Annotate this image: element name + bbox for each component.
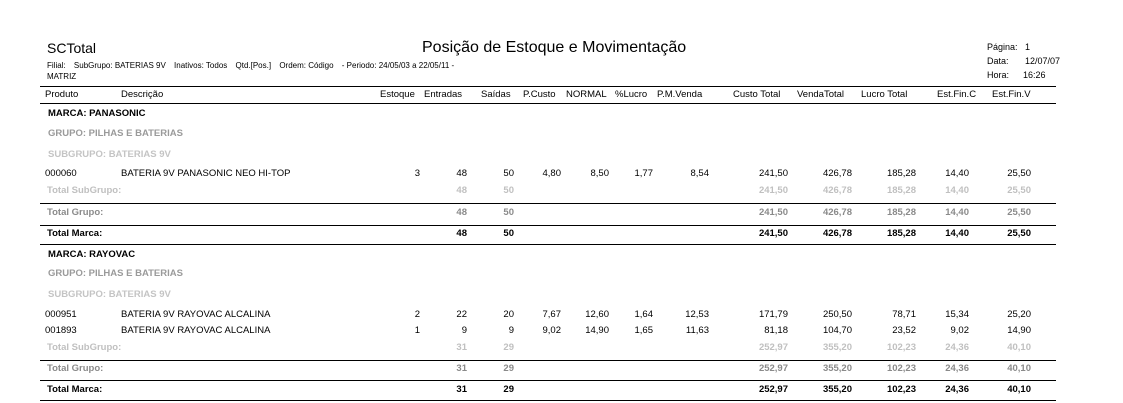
cell-lucro-total: 185,28 xyxy=(886,185,916,196)
total-grupo-row xyxy=(0,363,1123,379)
cell-venda-total: 426,78 xyxy=(822,228,852,239)
section-rule xyxy=(40,244,1056,245)
section-rule xyxy=(40,400,1056,401)
total-marca-label: Total Marca: xyxy=(47,228,103,239)
col-lucro-total: Lucro Total xyxy=(861,89,908,100)
cell-venda-total: 426,78 xyxy=(822,207,852,218)
cell-fin-v: 25,50 xyxy=(1007,228,1031,239)
header-bottom-rule xyxy=(40,103,1056,104)
total-marca-row xyxy=(0,384,1123,400)
cell-lucro-total: 185,28 xyxy=(886,168,916,179)
time-label: Hora: xyxy=(987,70,1010,80)
total-marca-row xyxy=(0,228,1123,244)
cell-fin-c: 24,36 xyxy=(945,363,969,374)
cell-fin-c: 14,40 xyxy=(945,207,969,218)
cell-normal: 14,90 xyxy=(585,325,609,336)
cell-pmvenda: 12,53 xyxy=(685,309,709,320)
col-pcusto: P.Custo xyxy=(523,89,556,100)
total-subgrupo-row xyxy=(0,342,1123,358)
col-pmvenda: P.M.Venda xyxy=(657,89,703,100)
cell-custo-total: 252,97 xyxy=(758,363,788,374)
table-row xyxy=(0,309,1123,325)
section-rule xyxy=(40,360,1056,361)
header-top-rule xyxy=(40,86,1056,87)
cell-saidas: 50 xyxy=(503,228,514,239)
cell-fin-c: 24,36 xyxy=(945,384,969,395)
cell-custo-total: 241,50 xyxy=(758,168,788,179)
filter-inactive: Inativos: Todos xyxy=(174,61,228,70)
cell-lucro-total: 102,23 xyxy=(886,342,916,353)
cell-custo-total: 252,97 xyxy=(758,384,788,395)
app-name: SCTotal xyxy=(47,40,97,56)
total-grupo-label: Total Grupo: xyxy=(47,363,104,374)
cell-normal: 8,50 xyxy=(590,168,609,179)
page-number: 1 xyxy=(1025,42,1031,52)
cell-lucro-total: 185,28 xyxy=(886,207,916,218)
filter-order: Ordem: Código xyxy=(279,61,334,70)
cell-pmvenda: 11,63 xyxy=(685,325,709,336)
cell-pcusto: 7,67 xyxy=(542,309,561,320)
cell-lucro-pct: 1,64 xyxy=(634,309,653,320)
cell-entradas: 48 xyxy=(456,185,467,196)
col-normal: NORMAL xyxy=(566,89,607,100)
table-row xyxy=(0,168,1123,184)
cell-fin-v: 25,50 xyxy=(1007,185,1031,196)
product-description: BATERIA 9V RAYOVAC ALCALINA xyxy=(121,325,271,336)
report-title: Posição de Estoque e Movimentação xyxy=(422,39,687,56)
cell-entradas: 48 xyxy=(456,207,467,218)
col-entradas: Entradas xyxy=(424,89,463,100)
total-grupo-row xyxy=(0,207,1123,223)
col-fin-v: Est.Fin.V xyxy=(992,89,1031,100)
cell-fin-c: 14,40 xyxy=(945,168,969,179)
filter-subgroup: SubGrupo: BATERIAS 9V xyxy=(73,61,166,70)
cell-entradas: 9 xyxy=(461,325,467,336)
grupo-header: GRUPO: PILHAS E BATERIAS xyxy=(48,128,183,139)
cell-saidas: 29 xyxy=(503,363,514,374)
cell-fin-v: 25,20 xyxy=(1007,309,1031,320)
total-grupo-label: Total Grupo: xyxy=(47,207,104,218)
cell-fin-c: 15,34 xyxy=(945,309,969,320)
cell-pmvenda: 8,54 xyxy=(690,168,709,179)
section-rule xyxy=(40,203,1056,204)
cell-saidas: 20 xyxy=(503,309,514,320)
cell-fin-v: 25,50 xyxy=(1007,207,1031,218)
cell-lucro-total: 23,52 xyxy=(892,325,916,336)
cell-lucro-total: 78,71 xyxy=(892,309,916,320)
total-subgrupo-row xyxy=(0,185,1123,201)
cell-venda-total: 355,20 xyxy=(822,384,852,395)
cell-fin-v: 40,10 xyxy=(1007,342,1031,353)
col-saidas: Saídas xyxy=(481,89,511,100)
cell-fin-c: 24,36 xyxy=(945,342,969,353)
subgrupo-header: SUBGRUPO: BATERIAS 9V xyxy=(48,149,171,160)
filter-qty: Qtd.[Pos.] xyxy=(235,61,272,70)
page-label: Página: xyxy=(987,42,1018,52)
col-custo-total: Custo Total xyxy=(733,89,781,100)
cell-saidas: 50 xyxy=(503,207,514,218)
cell-custo-total: 241,50 xyxy=(758,228,788,239)
cell-saidas: 50 xyxy=(503,185,514,196)
col-venda-total: VendaTotal xyxy=(797,89,845,100)
filter-branch: Filial: xyxy=(47,61,66,70)
cell-fin-c: 14,40 xyxy=(945,228,969,239)
cell-fin-c: 9,02 xyxy=(950,325,969,336)
cell-lucro-total: 185,28 xyxy=(886,228,916,239)
cell-estoque: 2 xyxy=(414,309,420,320)
cell-lucro-pct: 1,65 xyxy=(634,325,653,336)
cell-entradas: 31 xyxy=(456,342,467,353)
cell-custo-total: 252,97 xyxy=(758,342,788,353)
cell-fin-v: 40,10 xyxy=(1007,363,1031,374)
cell-entradas: 31 xyxy=(456,384,467,395)
cell-lucro-total: 102,23 xyxy=(886,384,916,395)
subgrupo-header: SUBGRUPO: BATERIAS 9V xyxy=(48,289,171,300)
cell-venda-total: 355,20 xyxy=(822,342,852,353)
cell-fin-v: 25,50 xyxy=(1007,168,1031,179)
section-rule xyxy=(40,380,1056,381)
col-descricao: Descrição xyxy=(121,89,164,100)
product-description: BATERIA 9V RAYOVAC ALCALINA xyxy=(121,309,271,320)
cell-custo-total: 171,79 xyxy=(758,309,788,320)
total-subgrupo-label: Total SubGrupo: xyxy=(47,342,122,353)
cell-fin-c: 14,40 xyxy=(945,185,969,196)
cell-entradas: 31 xyxy=(456,363,467,374)
total-marca-label: Total Marca: xyxy=(47,384,103,395)
branch-name: MATRIZ xyxy=(47,72,77,81)
filter-period: - Periodo: 24/05/03 a 22/05/11 - xyxy=(341,61,455,70)
cell-fin-v: 14,90 xyxy=(1007,325,1031,336)
cell-entradas: 48 xyxy=(456,168,467,179)
cell-entradas: 22 xyxy=(456,309,467,320)
date-value: 12/07/07 xyxy=(1025,56,1061,66)
product-description: BATERIA 9V PANASONIC NEO HI-TOP xyxy=(121,168,291,179)
col-lucro-pct: %Lucro xyxy=(615,89,648,100)
date-label: Data: xyxy=(987,56,1009,66)
cell-custo-total: 81,18 xyxy=(764,325,788,336)
product-code: 000951 xyxy=(45,309,77,320)
cell-saidas: 9 xyxy=(508,325,514,336)
total-subgrupo-label: Total SubGrupo: xyxy=(47,185,122,196)
filter-line xyxy=(47,61,460,70)
cell-estoque: 1 xyxy=(414,325,420,336)
col-produto: Produto xyxy=(45,89,79,100)
col-fin-c: Est.Fin.C xyxy=(937,89,977,100)
cell-custo-total: 241,50 xyxy=(758,207,788,218)
section-rule xyxy=(40,225,1056,226)
table-row xyxy=(0,325,1123,341)
marca-header: MARCA: RAYOVAC xyxy=(48,249,136,260)
cell-fin-v: 40,10 xyxy=(1007,384,1031,395)
cell-lucro-pct: 1,77 xyxy=(634,168,653,179)
marca-header: MARCA: PANASONIC xyxy=(48,108,146,119)
cell-lucro-total: 102,23 xyxy=(886,363,916,374)
cell-saidas: 29 xyxy=(503,384,514,395)
product-code: 001893 xyxy=(45,325,77,336)
cell-venda-total: 355,20 xyxy=(822,363,852,374)
cell-custo-total: 241,50 xyxy=(758,185,788,196)
cell-venda-total: 250,50 xyxy=(822,309,852,320)
cell-venda-total: 426,78 xyxy=(822,168,852,179)
cell-saidas: 29 xyxy=(503,342,514,353)
cell-venda-total: 104,70 xyxy=(822,325,852,336)
cell-pcusto: 9,02 xyxy=(542,325,561,336)
cell-entradas: 48 xyxy=(456,228,467,239)
cell-saidas: 50 xyxy=(503,168,514,179)
time-value: 16:26 xyxy=(1023,70,1046,80)
grupo-header: GRUPO: PILHAS E BATERIAS xyxy=(48,268,183,279)
cell-pcusto: 4,80 xyxy=(542,168,561,179)
cell-estoque: 3 xyxy=(414,168,420,179)
col-estoque: Estoque xyxy=(380,89,415,100)
product-code: 000060 xyxy=(45,168,77,179)
cell-normal: 12,60 xyxy=(585,309,609,320)
cell-venda-total: 426,78 xyxy=(822,185,852,196)
